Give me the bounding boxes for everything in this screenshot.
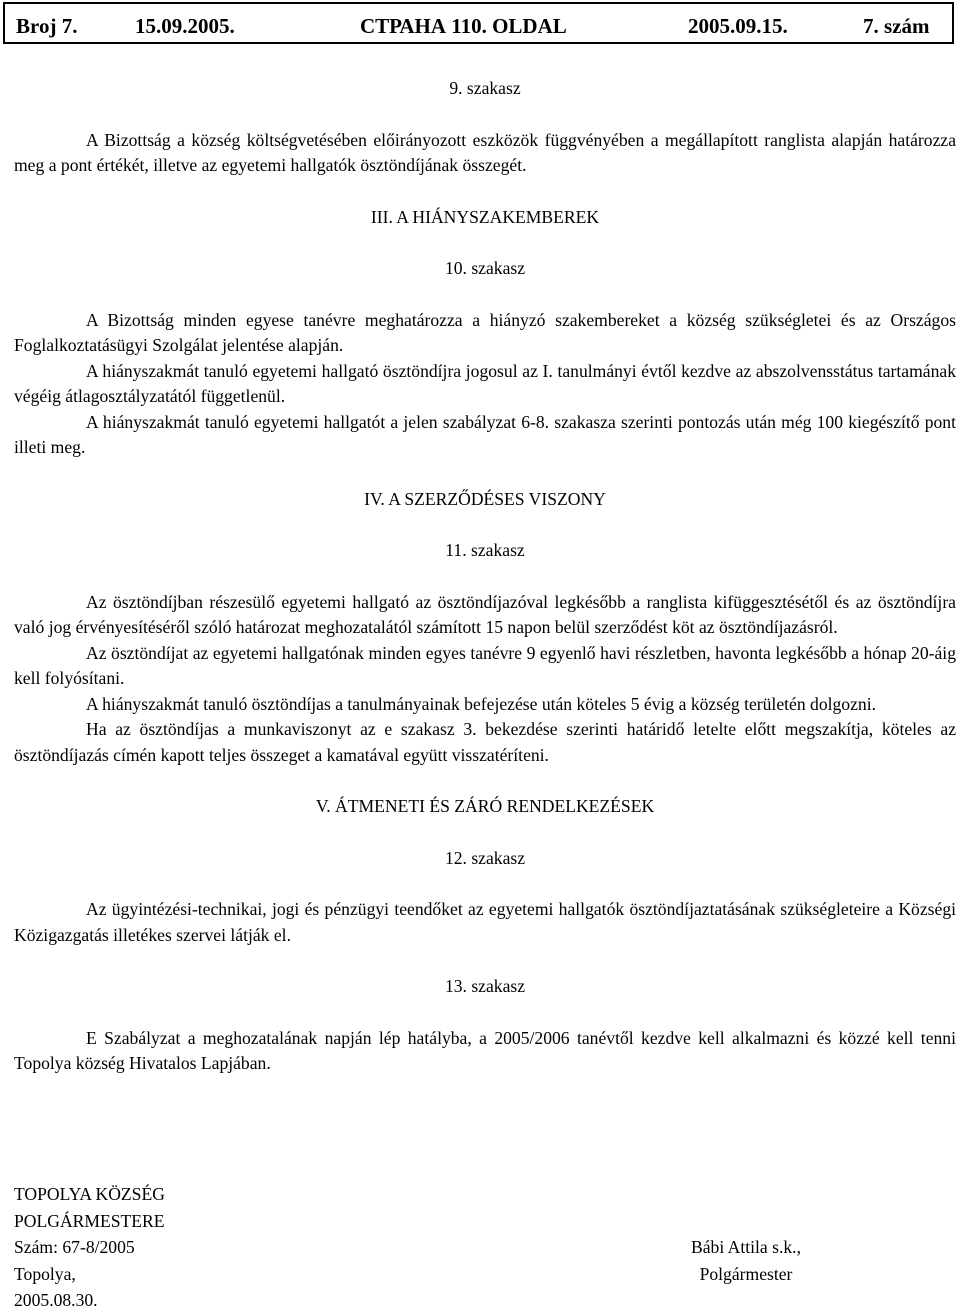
document-number: Szám: 67-8/2005 — [14, 1237, 135, 1257]
signer-name: Bábi Attila s.k., — [691, 1237, 801, 1257]
org-line-1: TOPOLYA KÖZSÉG — [14, 1184, 165, 1204]
section-10-paragraph-3: A hiányszakmát tanuló egyetemi hallgatót a jelen szabályzat 6-8. szakasza szerinti pontozás után még 100 kiegészítő pont illeti meg. — [14, 411, 956, 457]
chapter-3-title: III. A HIÁNYSZAKEMBEREK — [370, 206, 600, 227]
page-number: СТРАНА 110. OLDAL — [360, 14, 567, 38]
section-11-paragraph-2: Az ösztöndíjat az egyetemi hallgatónak minden egyes tanévre 9 egyenlő havi részletben, havonta legkésőbb a hónap 20-áig kell folyósítani. — [14, 642, 956, 688]
signing-date: 2005.08.30. — [14, 1290, 98, 1310]
section-12-text: Az ügyintézési-technikai, jogi és pénzügyi teendőket az egyetemi hallgatók ösztöndíjaztatásának szükségleteire a Községi Közigazgatás illetékes szervei látják el. — [14, 899, 956, 945]
signer — [671, 1234, 821, 1287]
section-13-title: 13. szakasz — [444, 976, 526, 996]
section-9-title: 9. szakasz — [449, 78, 521, 98]
signature-block — [14, 1181, 956, 1314]
section-10-title: 10. szakasz — [444, 258, 526, 278]
issue-number-hu: 7. szám — [863, 14, 930, 38]
date-hu: 2005.09.15. — [688, 14, 788, 38]
section-11-title: 11. szakasz — [445, 540, 525, 560]
signer-title: Polgármester — [699, 1263, 793, 1284]
section-11-paragraph-3: A hiányszakmát tanuló ösztöndíjas a tanulmányainak befejezése után köteles 5 évig a község területén dolgozni. — [86, 693, 876, 714]
place: Topolya, — [14, 1263, 76, 1284]
section-13-text: E Szabályzat a meghozatalának napján lép hatályba, a 2005/2006 tanévtől kezdve kell alkalmazni és közzé kell tenni Topolya község Hivatalos Lapjában. — [14, 1027, 956, 1073]
section-10-paragraph-1: A Bizottság minden egyese tanévre meghatározza a hiányzó szakembereket a község szükségletei és az Országos Foglalkoztatásügyi Szolgálat jelentése alapján. — [14, 309, 956, 355]
chapter-4-title: IV. A SZERZŐDÉSES VISZONY — [364, 488, 606, 509]
org-line-2: POLGÁRMESTERE — [14, 1210, 165, 1231]
section-10-paragraph-2: A hiányszakmát tanuló egyetemi hallgató ösztöndíjra jogosul az I. tanulmányi évtől kezdve az abszolvensstátus tartamának végéig átlagosztályzatától függetlenül. — [14, 360, 956, 406]
page-header — [3, 2, 954, 44]
date-sr: 15.09.2005. — [135, 14, 235, 38]
chapter-5-title: V. ÁTMENETI ÉS ZÁRÓ RENDELKEZÉSEK — [315, 796, 655, 816]
section-11-paragraph-1: Az ösztöndíjban részesülő egyetemi hallgató az ösztöndíjazóval legkésőbb a ranglista kifüggesztésétől és az ösztöndíjra való jog érvényesítéséről szóló határozat meghozatalától számított 15 napon belül szerződést köt az ösztöndíjazásról. — [14, 591, 956, 637]
section-11-paragraph-4: Ha az ösztöndíjas a munkaviszonyt az e szakasz 3. bekezdése szerinti határidő letelte előtt megszakítja, köteles az ösztöndíjazás címén kapott teljes összeget a kamatával együtt visszatéríteni. — [14, 719, 956, 765]
document-body — [14, 76, 956, 1077]
section-12-title: 12. szakasz — [444, 847, 526, 868]
section-9-text: A Bizottság a község költségvetésében előirányozott eszközök függvényében a megállapított ranglista alapján határozza meg a pont értékét, illetve az egyetemi hallgatók ösztöndíjának összegét. — [14, 129, 956, 175]
issue-number-sr: Broj 7. — [16, 14, 78, 38]
